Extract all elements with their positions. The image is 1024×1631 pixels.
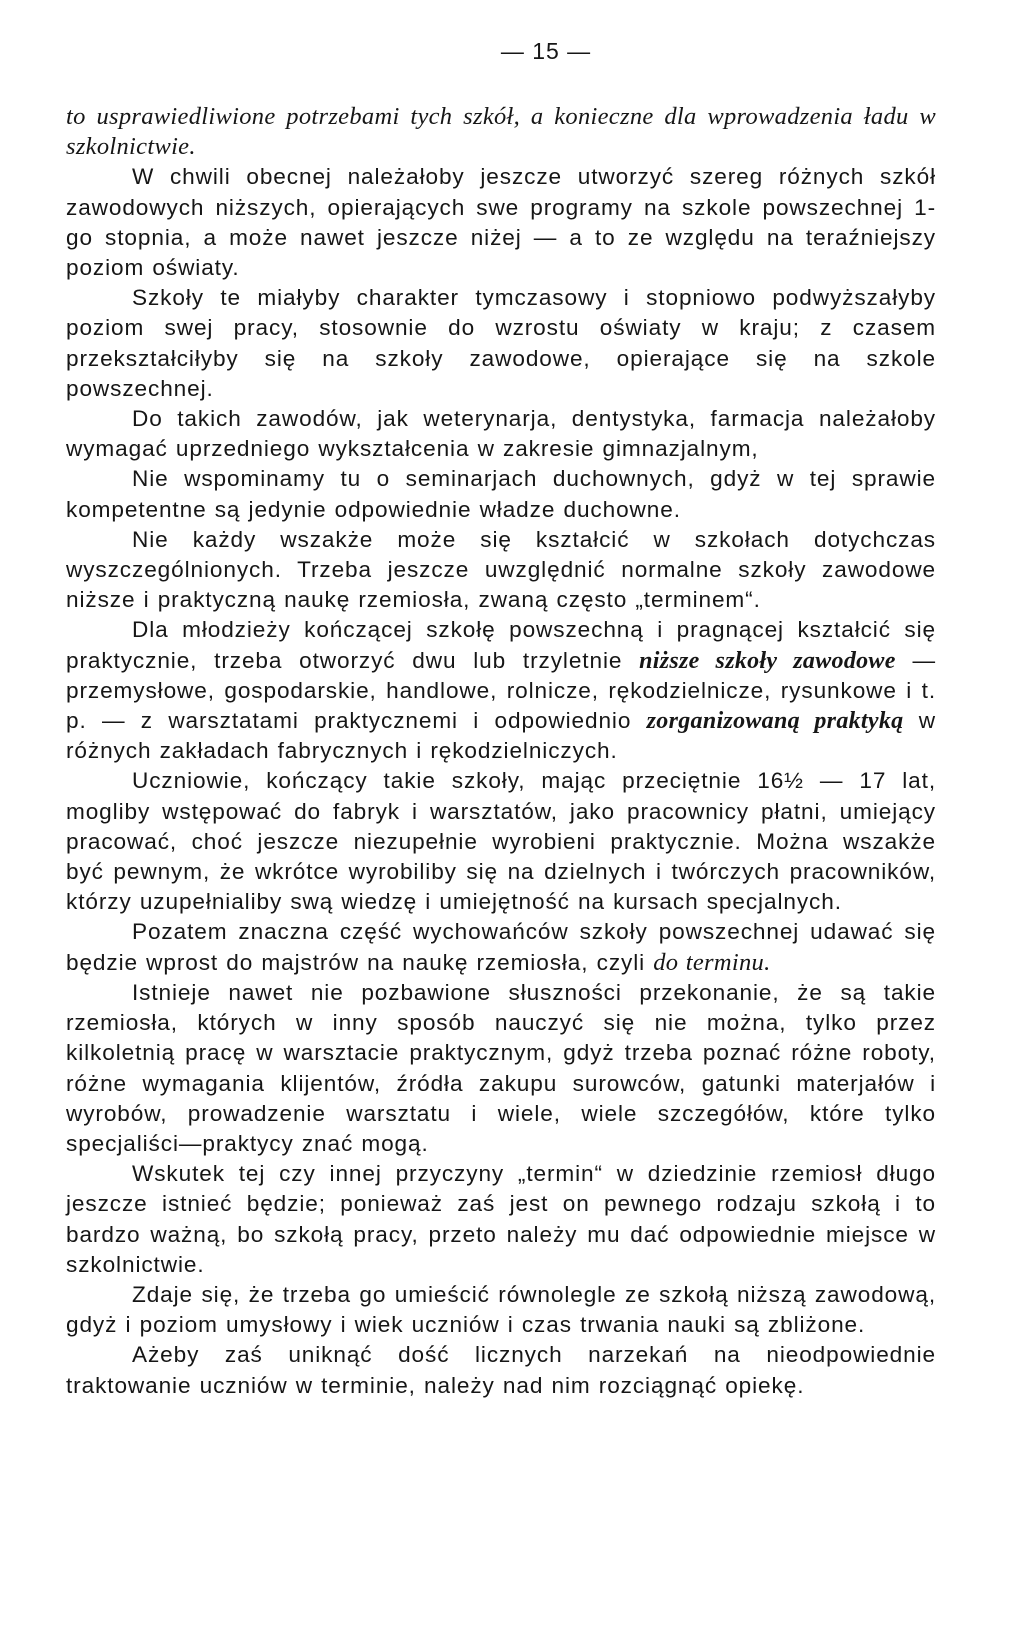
page-number: — 15 — <box>500 38 592 64</box>
paragraph-text: Dla młodzieży kończącej szkołę powszechną i pragnącej kształcić się praktycznie, trzeba otworzyć dwu lub trzyletnie <box>66 617 936 673</box>
paragraph-p11 <box>66 1159 936 1280</box>
paragraph-text: Uczniowie, kończący takie szkoły, mając przeciętnie 16½ — 17 lat, mogliby wstępować do fabryk i warsztatów, jako pracownicy płatni, umiejący pracować, choć jeszcze niezupełnie wyrobieni praktycznie. Można wszakże być pewnym, że wkrótce wyrobiliby się na dzielnych i twórczych pracowników, którzy uzupełnialiby swą wiedzę i umiejętność na kursach specjalnych. <box>66 768 936 915</box>
emphasized-text: niższe szkoły zawodowe <box>639 647 896 674</box>
paragraph-p02 <box>66 162 936 283</box>
paragraph-text: Wskutek tej czy innej przyczyny „termin“ w dziedzinie rzemiosł długo jeszcze istnieć będzie; ponieważ zaś jest on pewnego rodzaju szkołą i to bardzo ważną, bo szkołą pracy, przeto należy mu dać odpowiednie miejsce w szkolnictwie. <box>66 1161 936 1277</box>
paragraph-text: Ażeby zaś uniknąć dość licznych narzekań na nieodpowiednie traktowanie uczniów w terminie, należy nad nim rozciągnąć opiekę. <box>66 1342 936 1398</box>
paragraph-p13 <box>66 1340 936 1400</box>
paragraph-text: w różnych zakładach fabrycznych i rękodzielniczych. <box>66 708 936 764</box>
paragraph-text: Pozatem znaczna część wychowańców szkoły powszechnej udawać się będzie wprost do majstrów na naukę rzemiosła, czyli <box>66 919 936 975</box>
emphasized-text: zorganizowaną praktyką <box>646 708 904 735</box>
paragraph-text: Istnieje nawet nie pozbawione słuszności przekonanie, że są takie rzemiosła, których w inny sposób nauczyć się nie można, tylko przez kilkoletnią pracę w warsztacie praktycznym, gdyż trzeba poznać różne roboty, różne wymagania klijentów, źródła zakupu surowców, gatunki materjałów i wyrobów, prowadzenie warsztatu i wiele, wiele szczegółów, które tylko specjaliści—praktycy znać mogą. <box>66 979 936 1156</box>
emphasized-text: to usprawiedliwione potrzebami tych szkół, a konieczne dla wprowadzenia ładu w szkolnictwie. <box>66 103 936 161</box>
paragraph-text: — przemysłowe, gospodarskie, handlowe, rolnicze, rękodzielnicze, rysunkowe i t. p. — z warsztatami praktycznemi i odpowiednio <box>66 647 937 734</box>
paragraph-p10 <box>66 978 936 1159</box>
body-text <box>66 102 936 1401</box>
paragraph-p01 <box>66 102 936 162</box>
document-page <box>66 36 936 1401</box>
paragraph-p03 <box>66 283 936 404</box>
paragraph-p07 <box>66 615 936 766</box>
paragraph-p08 <box>66 766 936 917</box>
paragraph-p04 <box>66 404 936 464</box>
paragraph-text: W chwili obecnej należałoby jeszcze utworzyć szereg różnych szkół zawodowych niższych, opierających swe programy na szkole powszechnej 1-go stopnia, a może nawet jeszcze niżej — a to ze względu na teraźniejszy poziom oświaty. <box>66 164 936 281</box>
paragraph-p09 <box>66 917 936 977</box>
paragraph-text: Do takich zawodów, jak weterynarja, dentystyka, farmacja należałoby wymagać uprzedniego wykształcenia w zakresie gimnazjalnym, <box>66 406 936 462</box>
paragraph-text: Zdaje się, że trzeba go umieścić równolegle ze szkołą niższą zawodową, gdyż i poziom umysłowy i wiek uczniów i czas trwania nauki są zbliżone. <box>66 1281 936 1338</box>
paragraph-text: Nie każdy wszakże może się kształcić w szkołach dotychczas wyszczególnionych. Trzeba jeszcze uwzględnić normalne szkoły zawodowe niższe i praktyczną naukę rzemiosła, zwaną często „terminem“. <box>66 526 936 613</box>
paragraph-text: Nie wspominamy tu o seminarjach duchownych, gdyż w tej sprawie kompetentne są jedynie odpowiednie władze duchowne. <box>66 466 936 522</box>
paragraph-p05 <box>66 464 936 524</box>
paragraph-text: Szkoły te miałyby charakter tymczasowy i stopniowo podwyższałyby poziom swej pracy, stosownie do wzrostu oświaty w kraju; z czasem przekształciłyby się na szkoły zawodowe, opierające się na szkole powszechnej. <box>66 285 936 401</box>
paragraph-p12 <box>66 1280 936 1340</box>
emphasized-text: do terminu. <box>653 948 771 976</box>
paragraph-p06 <box>66 525 936 616</box>
